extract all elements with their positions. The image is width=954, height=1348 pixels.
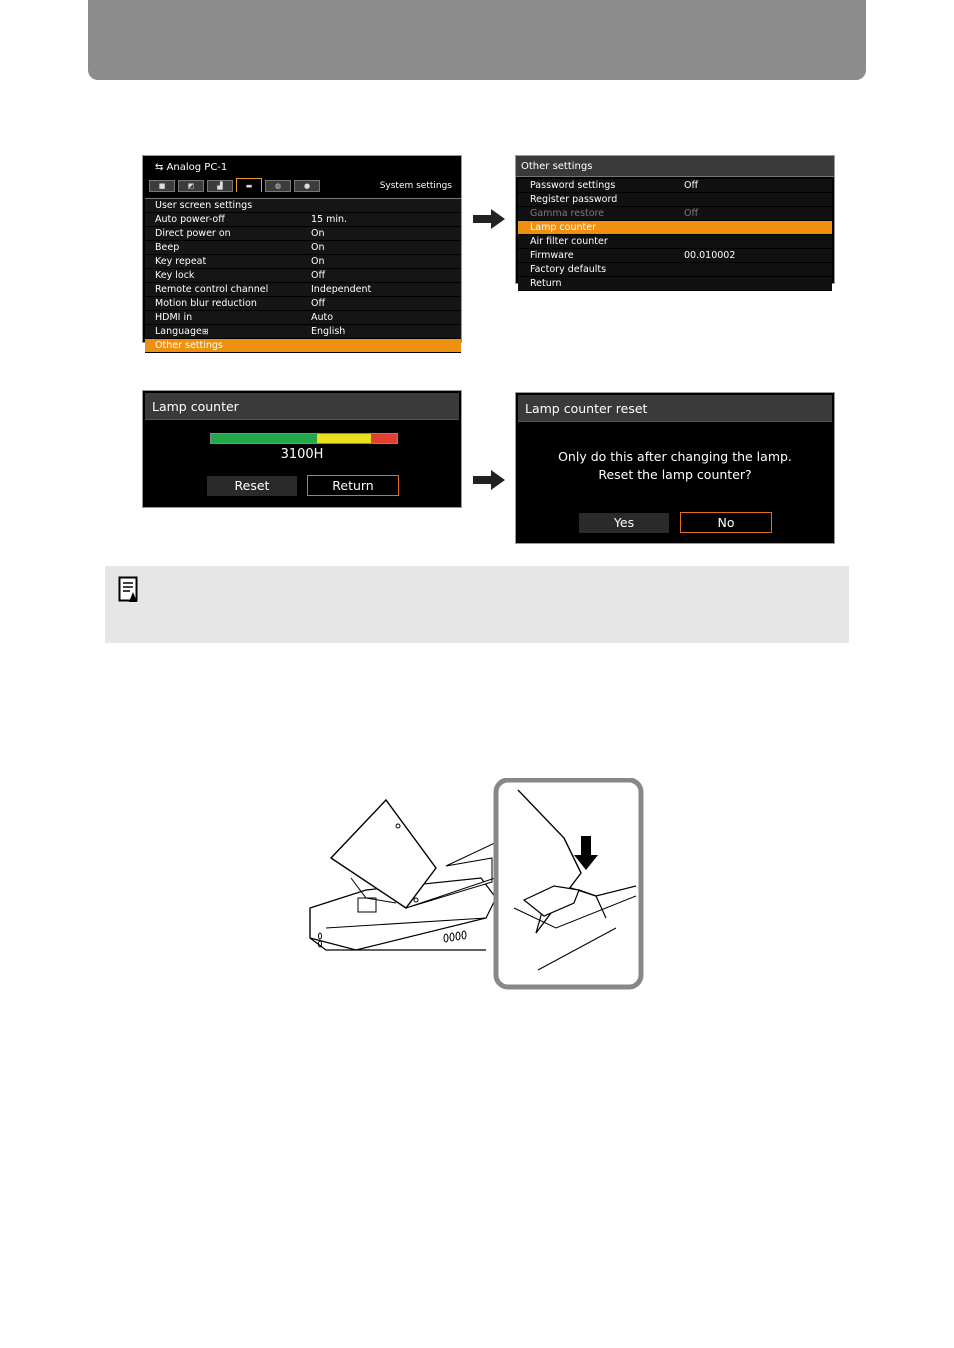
tab-system[interactable]: [236, 178, 262, 192]
input-label: ⇆ Analog PC-1: [155, 162, 228, 173]
menu-item[interactable]: Beep On: [145, 241, 461, 255]
adjust-icon: ◩: [187, 182, 195, 190]
menu-item[interactable]: Auto power-off 15 min.: [145, 213, 461, 227]
screen-title: Lamp counter: [145, 393, 459, 420]
menu-item[interactable]: Key lock Off: [145, 269, 461, 283]
note-box: [105, 566, 849, 643]
tab-name: System settings: [379, 181, 452, 191]
menu-item[interactable]: Firmware 00.010002: [518, 249, 832, 263]
menu-item[interactable]: Motion blur reduction Off: [145, 297, 461, 311]
menu-item[interactable]: User screen settings: [145, 199, 461, 213]
lamp-hours: 3100H: [280, 447, 324, 462]
reset-button[interactable]: Reset: [207, 476, 297, 496]
install-icon: ▟: [217, 182, 223, 190]
tab-install[interactable]: [207, 180, 233, 192]
settings-list: [145, 198, 461, 353]
gauge-yellow: [317, 434, 371, 443]
menu-item[interactable]: Factory defaults: [518, 263, 832, 277]
system-settings-screen: [142, 155, 462, 351]
menu-item-selected[interactable]: Other settings: [145, 339, 461, 353]
header-bar: [88, 0, 866, 80]
no-button[interactable]: No: [680, 512, 772, 533]
menu-item[interactable]: Air filter counter: [518, 235, 832, 249]
menu-item[interactable]: Key repeat On: [145, 255, 461, 269]
next-arrow-icon: [473, 209, 505, 229]
lamp-gauge: [210, 433, 398, 444]
yes-button[interactable]: Yes: [579, 513, 669, 533]
confirm-message: Only do this after changing the lamp. Reset the lamp counter?: [558, 449, 792, 482]
menu-item[interactable]: Return: [518, 277, 832, 291]
memo-icon: [118, 576, 140, 604]
lamp-cover-illustration: [296, 778, 646, 990]
menu-item-disabled: Gamma restore Off: [518, 207, 832, 221]
info-icon: ●: [303, 182, 311, 190]
lamp-counter-reset-screen: [515, 392, 835, 544]
screen-title: Other settings: [516, 156, 834, 177]
return-button[interactable]: Return: [307, 475, 399, 496]
gauge-red: [371, 434, 397, 443]
menu-item[interactable]: Language⊞ English: [145, 325, 461, 339]
menu-item[interactable]: HDMI in Auto: [145, 311, 461, 325]
tab-info[interactable]: [294, 180, 320, 192]
lamp-counter-screen: [142, 390, 462, 508]
menu-item[interactable]: Remote control channel Independent: [145, 283, 461, 297]
language-icon: ⊞: [201, 327, 209, 336]
screen-title: Lamp counter reset: [518, 395, 832, 422]
menu-item[interactable]: Direct power on On: [145, 227, 461, 241]
other-settings-screen: [515, 155, 835, 289]
picture-icon: ■: [158, 182, 166, 190]
menu-tabs: [149, 180, 320, 192]
menu-item[interactable]: Register password: [518, 193, 832, 207]
tab-adjust[interactable]: [178, 180, 204, 192]
gauge-green: [211, 434, 317, 443]
system-icon: ▬: [245, 181, 253, 190]
network-icon: ◍: [274, 182, 282, 190]
menu-item[interactable]: Password settings Off: [518, 179, 832, 193]
menu-item-selected[interactable]: Lamp counter: [518, 221, 832, 235]
input-icon: ⇆: [155, 162, 167, 173]
other-settings-list: [516, 177, 834, 291]
next-arrow-icon: [473, 470, 505, 490]
tab-network[interactable]: [265, 180, 291, 192]
tab-picture[interactable]: [149, 180, 175, 192]
